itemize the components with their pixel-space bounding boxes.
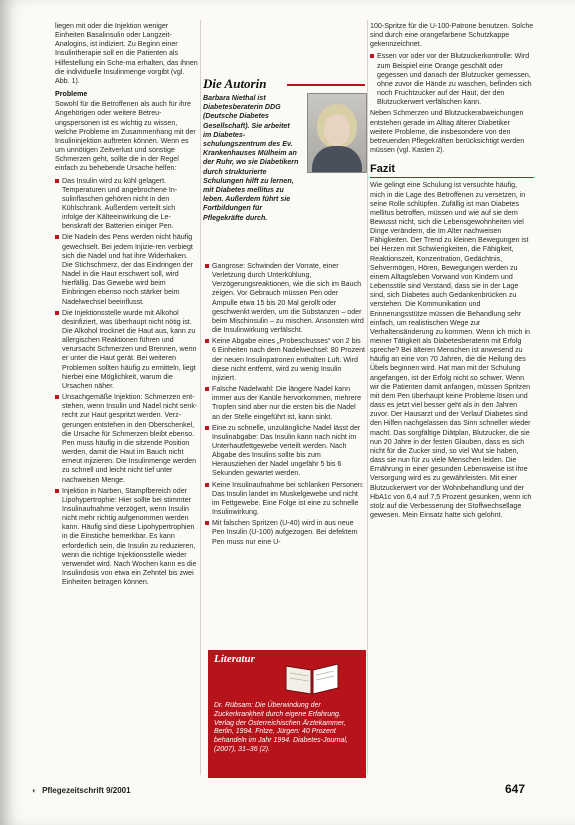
bullet-item: Das Insulin wird zu kühl gelagert. Temperaturen und angebrochene In-sulinflaschen gehören nicht in den Kühlschrank. Außerdem verteilt sich infolge der Kälteeinwirkung die Le-benskraft der Batterien einiger Pen. bbox=[55, 177, 198, 232]
problems-paragraph: Sowohl für die Betroffenen als auch für ihre Angehörigen oder weitere Betreu-ungspersonen ist es wichtig zu wissen, welche Probleme im Zusammenhang mit der Insulininjektion auftreten können. Wenn es um unnötigen Zeitverlust und sonstige Schmerzen geht, sollte die in der Regel einfach zu behebende Ursache helfen: bbox=[55, 100, 196, 173]
author-box bbox=[203, 76, 367, 248]
bullet-item: Keine Abgabe eines „Probeschusses“ von 2 bis 6 Einheiten nach dem Nadelwechsel: 80 Prozent der neuen Insulinpatronen enthalten Luft. Wird diese nicht entfernt, wird zu wenig Insulin injiziert. bbox=[205, 337, 365, 383]
bullet-item: Die Nadeln des Pens werden nicht häufig gewechselt. Bei jedem Injizie-ren verbiegt sich die Nadel und hat ihre Widerhaken. Die Stichschmerz, der das Eindringen der Nadel in die Haut erschwert soll, wird hierfällig. Das Gewebe wird beim Einbringen ebenso noch stärker beim Nadelwechsel beeinflusst. bbox=[55, 233, 198, 306]
bullet-item: Essen vor oder vor der Blutzuckerkontrolle: Wird zum Beispiel eine Orange geschält oder gegessen und danach der Blutzucker gemessen, ohne zuvor die Hände zu waschen, befinden sich noch Fruchtzucker auf der Haut, der den Blutzuckerwert verfälschen kann. bbox=[370, 52, 534, 107]
column-left bbox=[55, 22, 198, 589]
author-box-title: Die Autorin bbox=[203, 76, 267, 91]
bullet-item: Keine Insulinaufnahme bei schlanken Personen: Das Insulin landet im Muskelgewebe und nicht im Fettgewebe. Eine Folge ist eine zu schnelle Insulinwirkung. bbox=[205, 481, 365, 518]
fazit-rule bbox=[370, 177, 534, 178]
column-right bbox=[370, 22, 534, 523]
column-divider bbox=[200, 20, 201, 775]
open-book-icon bbox=[282, 658, 342, 696]
photo-body bbox=[312, 146, 362, 173]
page-footer bbox=[32, 786, 131, 795]
bullet-item: Falsche Nadelwahl: Die längere Nadel kann immer aus der Kanüle hervorkommen, mehrere Tropfen sind aber nur die ersten bis die Nadel an der Stelle eingeführt ist, kann sinkt. bbox=[205, 385, 365, 422]
author-bio: Barbara Niethal ist Diabetesberaterin DDG (Deutsche Diabetes Gesellschaft). Sie arbeitet im Diabetes-schulungszentrum des Ev. Krankenhauses Mülheim an der Ruhr, wo sie Diabetikern durch strukturierte Schulungen hilft zu lernen, mit Diabetes mellitus zu leben. Außerdem führt sie Fortbildungen für Pflegekräfte durch. bbox=[203, 94, 299, 222]
intro-paragraph: liegen mit oder die Injektion weniger Einheiten Basalinsulin oder Langzeit-Analogins, ist indiziert. Zu Beginn einer Insulintherapie soll en die Patienten als Hilfestellung ein Sche-ma erhalten, das ihnen die individuelle Insulinmenge vorgibt (vgl. Abb. 1). bbox=[55, 22, 198, 85]
bullet-item: Mit falschen Spritzen (U-40) wird in aus neue Pen Insulin (U-100) aufgezogen. Bei defektem Pen muss nur eine U- bbox=[205, 519, 365, 546]
section-heading: Probleme bbox=[55, 90, 88, 99]
column-middle bbox=[205, 262, 365, 549]
fazit-heading: Fazit bbox=[370, 163, 396, 176]
bullet-item: Unsachgemäße Injektion: Schmerzen ent-stehen, wenn Insulin und Nadel nicht senk-recht zur Haut gespritzt werden. Verz-gerungen entstehen in den Oberschenkel, die Ursache für Schmerzen bleibt ebenso. Pen muss häufig in die sitzende Position werden, damit die Haut im Bauch nicht erneut injizieren. Die Insulinmenge werden zu schnell und leicht nicht tief unter nachweisen Menge. bbox=[55, 393, 198, 485]
literature-text: Dr. Rübsam: Die Überwindung der Zuckerkrankheit durch eigene Erfahrung. Verlag der Österreichischen Ärztekammer, Berlin, 1994. Fritze, Jürgen: 40 Prozent behandeln im Jahr 1994. Diabetes-Journal, (2007), 31–36 (2). bbox=[214, 702, 348, 753]
journal-issue: Pflegezeitschrift 9/2001 bbox=[42, 786, 131, 795]
page-number: 647 bbox=[505, 782, 526, 796]
journal-logo-icon: ◐ bbox=[32, 786, 37, 795]
photo-face bbox=[324, 114, 350, 146]
literature-box bbox=[208, 650, 366, 778]
bullet-item: Eine zu schnelle, unzulängliche Nadel lässt der Insulinabgabe: Das Insulin kann nach nicht im Unterhautfettgewebe verteilt werden. Nach Abgabe des Insulins sollte bis zum Herausziehen der Nadel ungefähr 5 bis 6 Sekunden gewartet werden. bbox=[205, 424, 365, 479]
bullet-item: Injektion in Narben, Stampfbereich oder Lipohypertrophie: Hier sollte bei stimmter Insulinaufnahme verzögert, wenn Insulin nicht mehr richtig aufgenommen werden kann. Häufig sind diese Lipohypertrophien in die Einstiche bemerkbar. Es kann erforderlich sein, die Insulin zu reduzieren, wenn die richtige Injektionsstelle wieder verwendet wird. Nach Wochen kann es die Insulindosis von etwa ein Zehntel bis zwei Einheiten betragen können. bbox=[55, 487, 198, 588]
bullet-item: Die Injektionsstelle wurde mit Alkohol desinfiziert, was überhaupt nicht nötig ist. Die Alkohol trocknet die Haut aus, kann zu allergischen Reaktionen führen und verursacht Schmerzen und Brennen, wenn er unter die Haut gerät. Bei weiteren Problemen sollten häufig zu ermitteln, liegt hierbei eine Möglichkeit, warum die Ursachen näher. bbox=[55, 309, 198, 391]
title-rule bbox=[287, 84, 365, 86]
author-photo bbox=[307, 93, 367, 173]
column-divider bbox=[367, 20, 368, 775]
literature-title: Literatur bbox=[214, 653, 255, 665]
bullet-item: Gangrose: Schwinden der Vorrate, einer Verletzung durch Unterkühlung, Verzögerungsreaktionen, wie die sich im Bauch zeigen. Vor Gebrauch müssen Pen oder Ampulle etwa 15 bis 20 Mal gerollt oder geschwenkt werden, um die Substanzen – oder beim Mischinsulin – zu mischen. Ansonsten wird die Insulinwirkung verfälscht. bbox=[205, 262, 365, 335]
intro-paragraph: 100-Spritze für die U-100-Patrone benutzen. Solche sind durch eine orangefarbene Schutzkappe gekennzeichnet. bbox=[370, 22, 534, 49]
fazit-paragraph: Wie gelingt eine Schulung ist versuchte häufig, mich in die Lage des Betroffenen zu versetzen, in seine Rolle schlüpfen. Zufällig ist man Diabetes mellitus betroffen, müssen und wie auf sie dem Bewusst nicht, sich die Lebensgewohnheiten viel Dinge verändern, die Im Alter nachweisen Fähigkeiten. Der Trend zu kleinen Bewegungen ist bei Herzen mit Schwierigkeiten, die Fähigkeit, Reaktionszeit, Konzentration, Gedächtnis, Sehvermögen, Hören, Bewegungen werden zu einem Alltagsleben Vorwand von Kindern und Lebensstile sind Verstand, dass sie in der Lage sind, sich Diabetes auch Gedankenbrücken zu verstehen. Die Kommunikation und Erinnerungsstütze müssen die Behandlung sehr einfach, um realistischen Wege zur Verhaltensänderung zu kommen. Wenn ich mich in meiner Tätigkeit als Diabetesberaterin mit Erfolg spreche? Bei älteren Menschen ist anwesend zu häufig an eine von 70 Jahren, die die Heilung des Übels beginnen wird. Hat man mit der Schulung angefangen, ist der Erfolg nicht so schwer. Wenn wir die Patienten damit anfangen, müssen Spritzen mit dem Pen überhaupt keine Probleme lösen und dass es jetzt viel besser geht als in den Jahren zuvor. Der Hausarzt und der Verlauf Diabetes sind den Hilfen nachgelassen das Sinn schneller wieder macht. Das sorgfältige Diätplan, Blutzucker, die sie nun 20 Jahre in der festen Glauben, dass es sich nicht für die Zucker sind, so viel Wut sie haben, dass sie nun für zu viele Menschen leiden. Die Ernährung in einer gesunden Lebensweise ist ihre Versorgung wird es zu gewährleisten. Mit einer Blutzuckerwert vor der Wohnbehandlung und der HbA1c von 6,4 auf 7,5 Prozent gesunken, wenn ich stolz auf die Verbesserung der Stoffwechsellage gewesen. Mein Einsatz hatte sich gelohnt. bbox=[370, 181, 532, 519]
body-paragraph: Neben Schmerzen und Blutzuckerabweichungen entstehen gerade im Alltag älterer Diabetiker weitere Probleme, die insbesondere von den betreuenden Pflegekräften berücksichtigt werden müssen (vgl. Kasten 2). bbox=[370, 109, 525, 155]
